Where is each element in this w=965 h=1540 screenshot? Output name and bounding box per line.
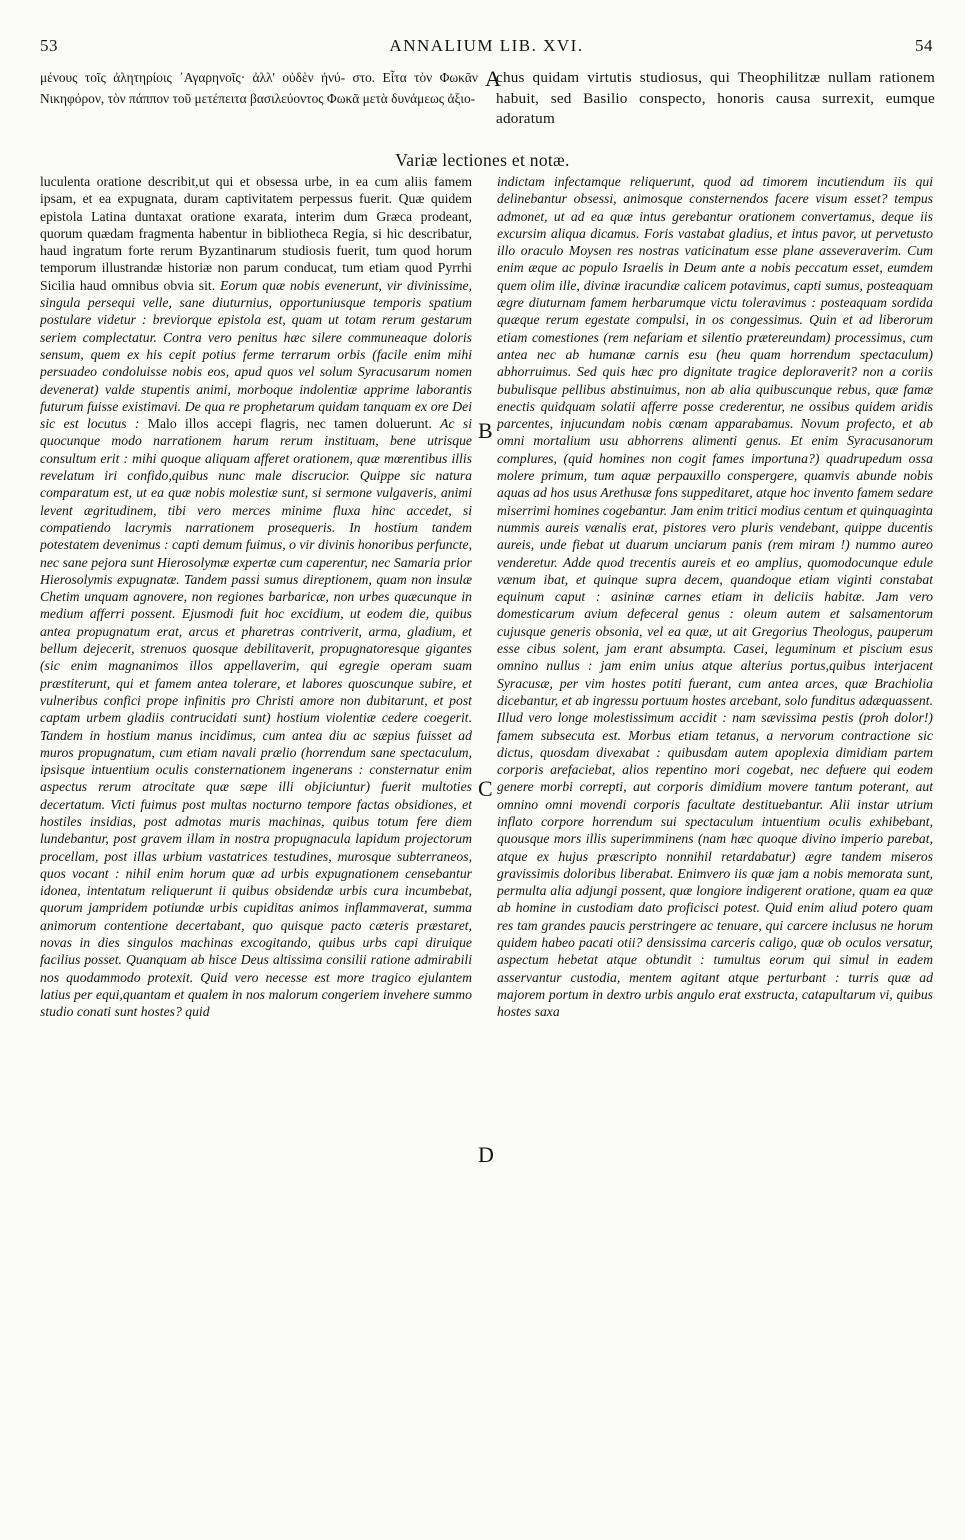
- greek-latin-parallel-text: [40, 68, 935, 148]
- latin-translation: chus quidam virtutis studiosus, qui Theophilitzæ nullam rationem habuit, sed Basilio conspecto, honoris causa surrexit, eumque adoratum: [496, 69, 935, 127]
- running-header: [40, 36, 933, 62]
- page-number-right: 54: [915, 36, 933, 55]
- greek-text: μένους τοῖς ἀλητηρίοις ᾿Αγαρηνοῖς· ἀλλ' οὐδὲν ἠνύ- στο. Εἶτα τὸν Φωκᾶν Νικηφόρον, τὸν πάππον τοῦ μετέπειτα βασιλεύοντος Φωκᾶ μετὰ δυνάμεως ἀξιο-: [40, 70, 478, 106]
- notes-intro-text: luculenta oratione describit,ut qui et obsessa urbe, in ea cum aliis famem ipsam, et ea expugnata, duram captivitatem perpessus fuerit. Quæ quidem epistola Latina duntaxat oratione exarata, interim dum Græca prodeant, quorum quædam fragmenta habentur in bibliotheca Regia, si hic describatur, haud ingratum forte rerum Byzantinarum studiosis fuerit, tum quod horum temporum illustrandæ historiæ non parum conducat, tum etiam quod Pyrrhi Siciliа haud omnibus obvia sit.: [40, 174, 472, 293]
- epistle-text-3: indictam infectamque reliquerunt, quod ad timorem incutiendum iis qui delinebantur obsessi, animosque consternendos facere visum esset? tempus admonet, ut ad ea quæ intus gerebantur orationem convertamus, deque iis excursim aliqua dicamus. Foris vastabat gladius, et intus pavor, ut pervetusto illo oraculo Moysen res nostras vaticinatum esse plane asseveraverim. Cum enim æque ac populo Israelis in Deum ante a nobis peccatum esset, eumdem quem olim ille, divinæ iracundiæ calicem potavimus, capti sumus, posteaquam ægre diuturnam famem herbarumque victu toleravimus : posteaquam sordida quæque rerum egestate compulsi, in os congessimus. Quin et ad liberorum etiam comestiones (rem nefariam et silentio prætereundam) processimus, cum antea nec ab humanæ carnis esu (heu quam horrendum spectaculum) abhorruimus. Sed quis hæc pro dignitate tragice deploraverit? non a coriis bubulisque pellibus abstinuimus, non ab alia quibuscunque rebus, quæ famæ enectis quidquam solatii afferre posse crederentur, ne ossibus quidem aridis parcentes, injucundam nobis cœnam apparabamus. Novum profecto, et ab omni mortalium usu abhorrens alimenti genus. Et enim Syracusanorum complures, (quid homines non cogit fames importuna?) quadrupedum ossa molere primum, tum aquæ perpauxillo conspergere, quamvis abunde nobis aquas ad hos usus Arethusæ fons suppeditaret, atque hoc invento famem sedare miserrimi homines cogebantur. Jam enim tritici modius centum et quinquaginta nummis aureis vænalis erat, pistores vero pluris vendebant, quippe ducentis aureis, unde fiebat ut duarum unciarum panis (rem miram !) nummo aureo venderetur. Adde quod trecentis aureis et eo amplius, quomodocunque edule vænum ibat, et quinque supra decem, quandoque etiam viginti constabat equinum caput : asininæ carnes etiam in deliciis habitæ. Jam vero domesticarum avium defeceral genus : oleum autem et salsamentorum cujusque generis obsonia, vel ea quæ, ut ait Gregorius Theologus, pauperum esse cibus solent, jam erant absumpta. Casei, leguminum et piscium esus omnino nullus : jam enim unius atque alterius portus,quibus interjacent Syracusæ, per vim hostes potiti fuerant, cum antea arces, quæ Brachiolia dicebantur, et ab ingressu portuum hostes arcebant, solo funditus adæquassent. Illud vero longe molestissimum accidit : nam sævissima pestis (proh dolor!) famem subsecuta est. Morbus etiam tetanus, a nervorum contractione sic dictus, quosdam divexabat : quibusdam autem apoplexia dimidiam partem corporis arefaciebat, alios repentino mori cogebat, nec defuere qui eodem genere morbi correpti, aut corporis dimidium movere tantum poterant, aut omnino omni movendi corporis facultate destituebantur. Alii instar utrium inflato corpore horrendum sui spectaculum intuentium oculis exhibebant, quousque mors illis superimminens (nam hæc quoque divino imperio parebat, atque ex hujus præscripto nonnihil retardabatur) ægre tandem miseros gravissimis doloribus liberabat. Enimvero iis quæ jam a nobis memorata sunt, permulta alia adjungi possent, quæ longiore indigerent oratione, quam ea quæ ab homine in custodiam dato proficisci potest. Quid enim aliud potero quam res tam grandes paucis perstringere ac tenuare, qui carcere inclusus ne horum quidem habeo pacati otii? densissima carceris caligo, quæ ob oculos versatur, aspectum hebetat atque obtundit : tumultus eorum qui simul in eadem asservantur custodia, mentem agitant atque perturbant : turris quæ ad majorem portum in dextro urbis angulo erat exstructa, catapultarum vi, quibus hostes saxa: [497, 174, 933, 1020]
- margin-letter-b: B: [478, 418, 493, 443]
- running-title: ANNALIUM LIB. XVI.: [389, 36, 584, 55]
- notes-paragraph-left: [40, 173, 472, 1021]
- page-number-left: 53: [40, 36, 58, 55]
- notes-paragraph-right: [497, 173, 933, 1021]
- epistle-text-1: Eorum quæ nobis evenerunt, vir divinissime, singula persequi velle, sane diuturnius, opportuniusque temporis spatium postulare videtur : breviorque epistola est, quam ut totam rerum gestarum seriem complectatur. Contra vero penitus hæc silere communeaque doloris sensum, quem ex his cepit potius ferme terrarum orbis (facile enim mihi persuadeo condoluisse nobis eos, apud quos vel solum Syracusarum nomen devenerat) valde stupentis animi, morboque indolentiæ apprime laborantis futurum fuisse existimavi. De qua re prophetarum quidam tanquam ex ore Dei sic est locutus :: [40, 277, 472, 432]
- epistle-text-2: Ac si quocunque modo narrationem harum rerum instituam, bene utrisque consultum erit : mihi quoque aliquam afferet orationem, quæ mœrentibus illis revelatum iri confido,quibus nunc male discrucior. Quippe sic natura comparatum est, ut ea quæ nobis molestiæ sunt, si sermone vulgaveris, animi levent ægritudinem, tibi vero merces minime fluxa hinc accedet, si compatiendo lacrymis narrationem prosequeris. In hostium tandem potestatem devenimus : capti demum fuimus, o vir divinis honoribus perfuncte, nec sane pejora sunt Hierosolymæ expertæ cum caperentur, nec Samaria prior Hierosolymis expugnatæ. Tandem passi sumus direptionem, quam non insulæ Chetim unquam agnovere, non regiones barbaricæ, non urbes quæcunque in medium afferri possent. Ejusmodi fuit hoc excidium, ut eodem die, quibus antea propugnatum erat, arcus et pharetras contriverit, arma, gladium, et bellum dejecerit, strenuos quosque debilitaverit, propugnatoresque gigantes (sic enim magnanimos illos appellaverim, qui egregie operam suam præstiterunt, qui et famem antea tolerare, et labores quoscunque subire, et vulneribus confici prope infinitis pro Christi amore non dubitarunt, et post captam urbem gladiis contrucidati sunt) hostium violentiæ cedere coegerit. Tandem in hostium manus incidimus, cum antea diu ac sæpius fuisset ad muros propugnatum, cum etiam navali prælio (horrendum sane spectaculum, ipsisque intuentium oculis consternationem ingenerans : consternatur enim aspectus rerum atrocitate quæ sæpe illi objiciuntur) fuerit multoties decertatum. Victi fuimus post multas nocturno tempore factas obsidiones, et hostiles insidias, post admotas muris machinas, quibus totum fere diem lundebantur, post gravem illam in nostra propugnacula lapidum projectorum procellam, post illas urbium vastatrices testudines, murosque subterraneos, quos vocant : nihil enim horum quæ ad urbis expugnationem censebantur idonea, intentatum reliquerunt ii quibus obsidendæ urbis cura incumbebat, quorum jampridem potiundæ urbis cupiditas animos inflammaverat, summa animorum contentione decertabant, quo quisque pacto cæteris præstaret, novas in dies singulos machinas excogitando, quibus urbs capi diruique facilius posset. Quanquam ab hisce Deus altissima consilii ratione admirabili nos quodammodo protexit. Quid vero necesse est more tragico ejulantem latius per equi,quantam et qualem in nos malorum congeriem invehere summo studio conati sunt hostes? quid: [40, 416, 472, 1020]
- margin-letter-c: C: [478, 776, 493, 801]
- scripture-quote: Malo illos accepi flagris, nec tamen doluerunt.: [147, 416, 432, 432]
- margin-letter-d: D: [478, 1142, 494, 1167]
- margin-letter-a: A: [485, 66, 501, 91]
- notes-column-right: [497, 173, 933, 1533]
- notes-column-left: [40, 173, 472, 1533]
- notes-heading: Variæ lectiones et notæ.: [395, 150, 570, 170]
